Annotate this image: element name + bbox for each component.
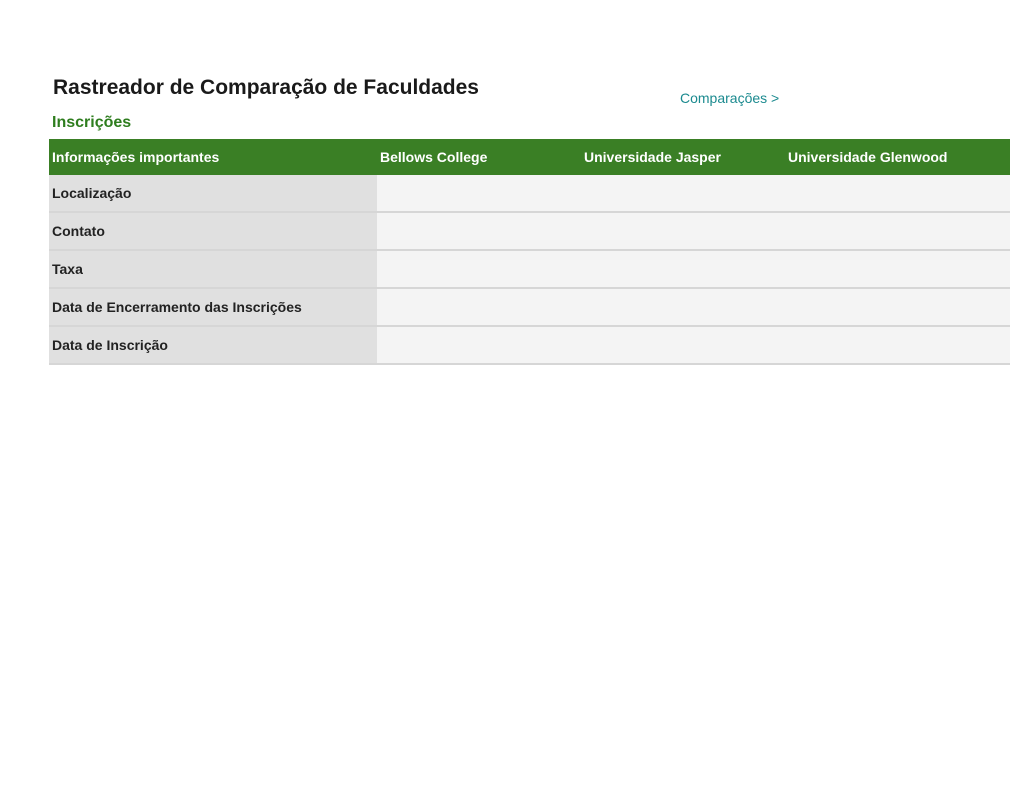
table-row [49,212,1010,250]
row-label: Data de Encerramento das Inscrições [49,288,377,326]
table-cell[interactable] [377,212,581,250]
table-row [49,326,1010,364]
column-header-college-3: Universidade Glenwood [785,139,1010,175]
comparisons-link[interactable]: Comparações > [680,90,780,106]
column-header-key-info: Informações importantes [49,139,377,175]
table-cell[interactable] [581,326,785,364]
row-label: Contato [49,212,377,250]
page-title: Rastreador de Comparação de Faculdades [53,76,479,99]
section-title: Inscrições [52,114,132,131]
table-cell[interactable] [785,212,1010,250]
table-cell[interactable] [581,250,785,288]
column-header-college-2: Universidade Jasper [581,139,785,175]
row-label: Localização [49,175,377,212]
row-label: Taxa [49,250,377,288]
table-cell[interactable] [377,250,581,288]
table-header-row [49,139,1010,175]
table-cell[interactable] [581,212,785,250]
comparison-table [49,139,1010,365]
table-row [49,175,1010,212]
table-cell[interactable] [785,326,1010,364]
column-header-college-1: Bellows College [377,139,581,175]
table-cell[interactable] [377,326,581,364]
table-cell[interactable] [581,175,785,212]
table-cell[interactable] [377,288,581,326]
table-row [49,288,1010,326]
table-row [49,250,1010,288]
table-cell[interactable] [377,175,581,212]
table-cell[interactable] [785,175,1010,212]
table-cell[interactable] [581,288,785,326]
table-cell[interactable] [785,250,1010,288]
table-cell[interactable] [785,288,1010,326]
row-label: Data de Inscrição [49,326,377,364]
